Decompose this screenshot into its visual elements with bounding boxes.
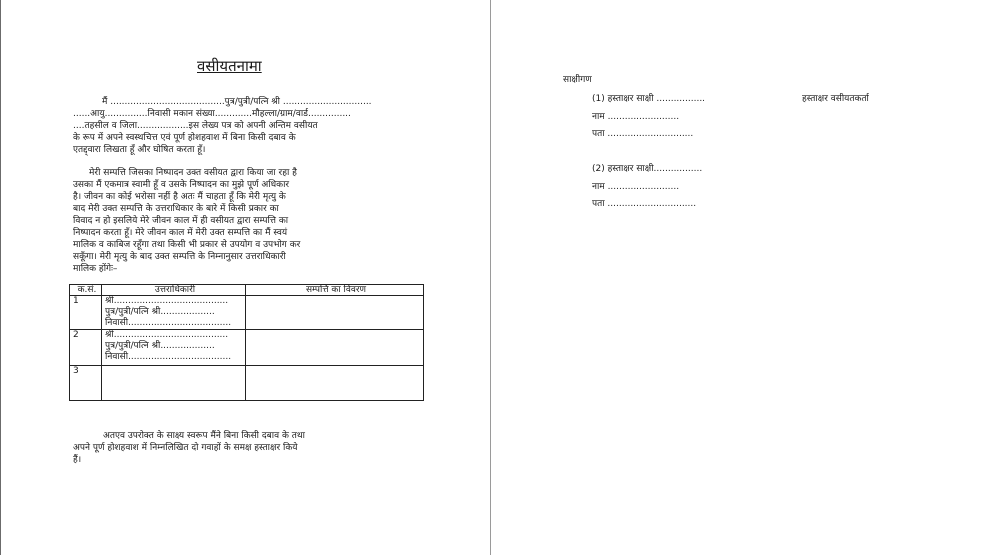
left-page [0, 0, 491, 555]
heir-name-line: श्री........................................ [105, 330, 229, 340]
witness2-address: पता ............................... [592, 199, 697, 209]
table-row [70, 296, 424, 330]
witness1-sign: (1) हस्ताक्षर साक्षी ................. [592, 94, 706, 104]
witnesses-label: साक्षीगण [563, 75, 592, 85]
heir-name-line: श्री........................................ [105, 296, 229, 306]
intro-line-3: ....तहसील व जिला..................इस लेख्य पत्र को अपनी अन्तिम वसीयत [73, 121, 318, 131]
heir-relation-line: पुत्र/पुत्री/पत्नि श्री................... [105, 307, 215, 317]
intro-line-4: के रूप में अपने स्वस्थचित्त एवं पूर्ण होशहवाश में बिना किसी दबाव के [73, 133, 296, 143]
closing-line-1: अतएव उपरोक्त के साक्ष्य स्वरूप मैंने बिना किसी दबाव के तथा [103, 431, 305, 441]
heir-residence-line: निवासी.................................... [105, 352, 232, 362]
para2-line-3: है। जीवन का कोई भरोसा नहीं है अतः मैं चाहता हूँ कि मेरी मृत्यु के [73, 192, 286, 202]
header-property: सम्पत्ति का विवरण [246, 285, 424, 296]
para2-line-5: विवाद न हो इसलिये मेरे जीवन काल में ही वसीयत द्वारा सम्पत्ति का [73, 216, 289, 226]
para2-line-8: सकूँगा। मेरी मृत्यु के बाद उक्त सम्पत्ति के निम्नानुसार उत्तराधिकारी [73, 252, 286, 262]
table-header-row [70, 285, 424, 296]
heir-cell [102, 330, 246, 366]
property-cell [246, 296, 424, 330]
closing-line-3: हैं। [73, 455, 82, 465]
witness2-sign: (2) हस्ताक्षर साक्षी................. [592, 164, 703, 174]
witness2-name: नाम ......................... [592, 182, 680, 192]
para2-line-9: मालिक होंगेः– [73, 264, 118, 274]
row-number: 1 [70, 296, 102, 330]
document-title: वसीयतनामा [197, 57, 262, 75]
intro-line-5: एतद्द्वारा लिखता हूँ और घोषित करता हूँ। [73, 145, 206, 155]
heir-relation-line: पुत्र/पुत्री/पत्नि श्री................... [105, 341, 215, 351]
para2-line-2: उसका मैं एकमात्र स्वामी हूँ व उसके निष्पादन का मुझे पूर्ण अधिकार [73, 180, 290, 190]
right-page [491, 0, 983, 555]
closing-line-2: अपने पूर्ण होशहवाश में निम्नलिखित दो गवाहों के समक्ष हस्ताक्षर किये [73, 443, 298, 453]
property-cell [246, 330, 424, 366]
para2-line-6: निष्पादन करता हूँ। मेरे जीवन काल में मेरी उक्त सम्पत्ति का मैं स्वयं [73, 228, 288, 238]
row-number: 2 [70, 330, 102, 366]
witness1-name: नाम ......................... [592, 112, 680, 122]
para2-line-7: मालिक व काबिज रहूँगा तथा किसी भी प्रकार से उपयोग व उपभोग कर [73, 240, 301, 250]
row-number: 3 [70, 366, 102, 401]
property-cell [246, 366, 424, 401]
heirs-table [69, 284, 424, 401]
intro-line-2: ......आयु...............निवासी मकान संख्या.............मौहल्ला/ग्राम/वार्ड............... [73, 109, 351, 119]
para2-line-1: मेरी सम्पत्ति जिसका निष्पादन उक्त वसीयत द्वारा किया जा रहा है [89, 168, 297, 178]
table-row [70, 330, 424, 366]
header-heir: उत्तराधिकारी [102, 285, 246, 296]
testator-sign: हस्ताक्षर वसीयतकर्ता [802, 94, 869, 104]
heir-cell [102, 366, 246, 401]
para2-line-4: बाद मेरी उक्त सम्पत्ति के उत्तराधिकार के बारे में किसी प्रकार का [73, 204, 279, 214]
table-row [70, 366, 424, 401]
header-serial: क.सं. [70, 285, 102, 296]
witness1-address: पता .............................. [592, 129, 694, 139]
intro-line-1: मैं ........................................पुत्र/पुत्री/पत्नि श्री ............................... [102, 97, 372, 107]
heir-cell [102, 296, 246, 330]
heir-residence-line: निवासी.................................... [105, 318, 232, 328]
